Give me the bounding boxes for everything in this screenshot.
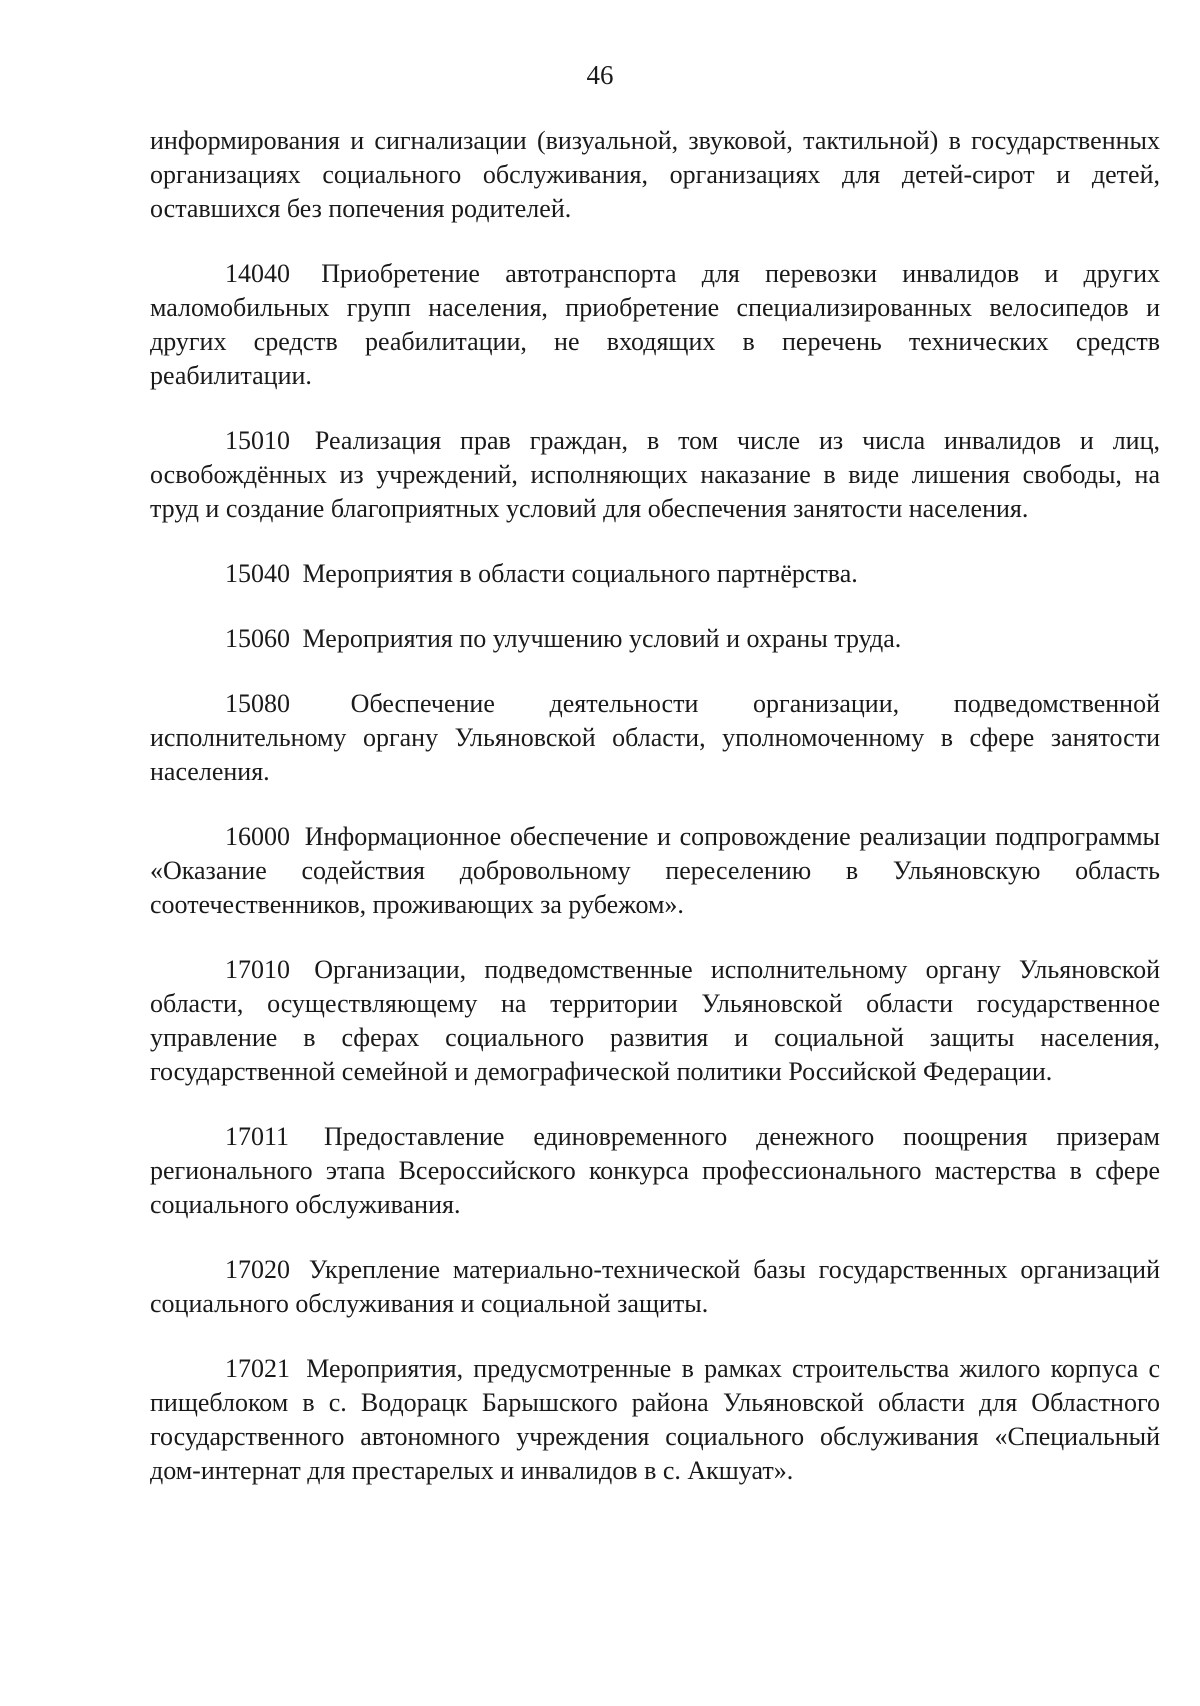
paragraph-code: 17011 (225, 1122, 290, 1151)
paragraph-code: 15080 (225, 689, 290, 718)
page-number: 46 (586, 60, 614, 90)
paragraph-text: Укрепление материально-технической базы государственных организаций социального обслуживания и социальной защиты. (150, 1255, 1161, 1318)
paragraph-text: Предоставление единовременного денежного поощрения призерам регионального этапа Всероссийского конкурса профессионального мастерства в сфере социального обслуживания. (150, 1122, 1160, 1219)
paragraph-text: информирования и сигнализации (визуальной, звуковой, тактильной) в государственных организациях социального обслуживания, организациях для детей-сирот и детей, оставшихся без попечения родителей. (150, 126, 1160, 223)
paragraph-17020 (150, 1253, 1160, 1321)
paragraph-code: 16000 (225, 822, 290, 851)
paragraph-text: Информационное обеспечение и сопровождение реализации подпрограммы «Оказание содействия добровольному переселению в Ульяновскую область соотечественников, проживающих за рубежом». (150, 822, 1160, 919)
paragraph-16000 (150, 820, 1160, 922)
paragraph-continuation (150, 124, 1160, 226)
paragraph-code: 15040 (225, 559, 290, 588)
paragraph-text: Реализация прав граждан, в том числе из числа инвалидов и лиц, освобождённых из учреждений, исполняющих наказание в виде лишения свободы, на труд и создание благоприятных условий для обеспечения занятости населения. (150, 426, 1161, 523)
paragraph-text: Организации, подведомственные исполнительному органу Ульяновской области, осуществляющему на территории Ульяновской области государственное управление в сферах социального развития и социальной защиты населения, государственной семейной и демографической политики Российской Федерации. (150, 955, 1161, 1086)
paragraph-text: Мероприятия по улучшению условий и охраны труда. (302, 624, 902, 653)
paragraph-15060 (150, 622, 1160, 656)
paragraph-text: Мероприятия, предусмотренные в рамках строительства жилого корпуса с пищеблоком в с. Водорацк Барышского района Ульяновской области для Областного государственного автономного учреждения социального обслуживания «Специальный дом-интернат для престарелых и инвалидов в с. Акшуат». (150, 1354, 1161, 1485)
paragraph-text: Приобретение автотранспорта для перевозки инвалидов и других маломобильных групп населения, приобретение специализированных велосипедов и других средств реабилитации, не входящих в перечень технических средств реабилитации. (150, 259, 1161, 390)
paragraph-code: 15010 (225, 426, 290, 455)
paragraph-code: 15060 (225, 624, 290, 653)
paragraph-17021 (150, 1352, 1160, 1488)
paragraph-15080 (150, 687, 1160, 789)
paragraph-code: 14040 (225, 259, 290, 288)
paragraph-14040 (150, 257, 1160, 393)
paragraph-text: Обеспечение деятельности организации, подведомственной исполнительному органу Ульяновской области, уполномоченному в сфере занятости населения. (150, 689, 1160, 786)
paragraph-15040 (150, 557, 1160, 591)
paragraph-17010 (150, 953, 1160, 1089)
paragraph-text: Мероприятия в области социального партнёрства. (302, 559, 858, 588)
paragraph-15010 (150, 424, 1160, 526)
paragraph-17011 (150, 1120, 1160, 1222)
paragraph-code: 17020 (225, 1255, 290, 1284)
document-body (150, 124, 1160, 1519)
paragraph-code: 17021 (225, 1354, 290, 1383)
paragraph-code: 17010 (225, 955, 290, 984)
